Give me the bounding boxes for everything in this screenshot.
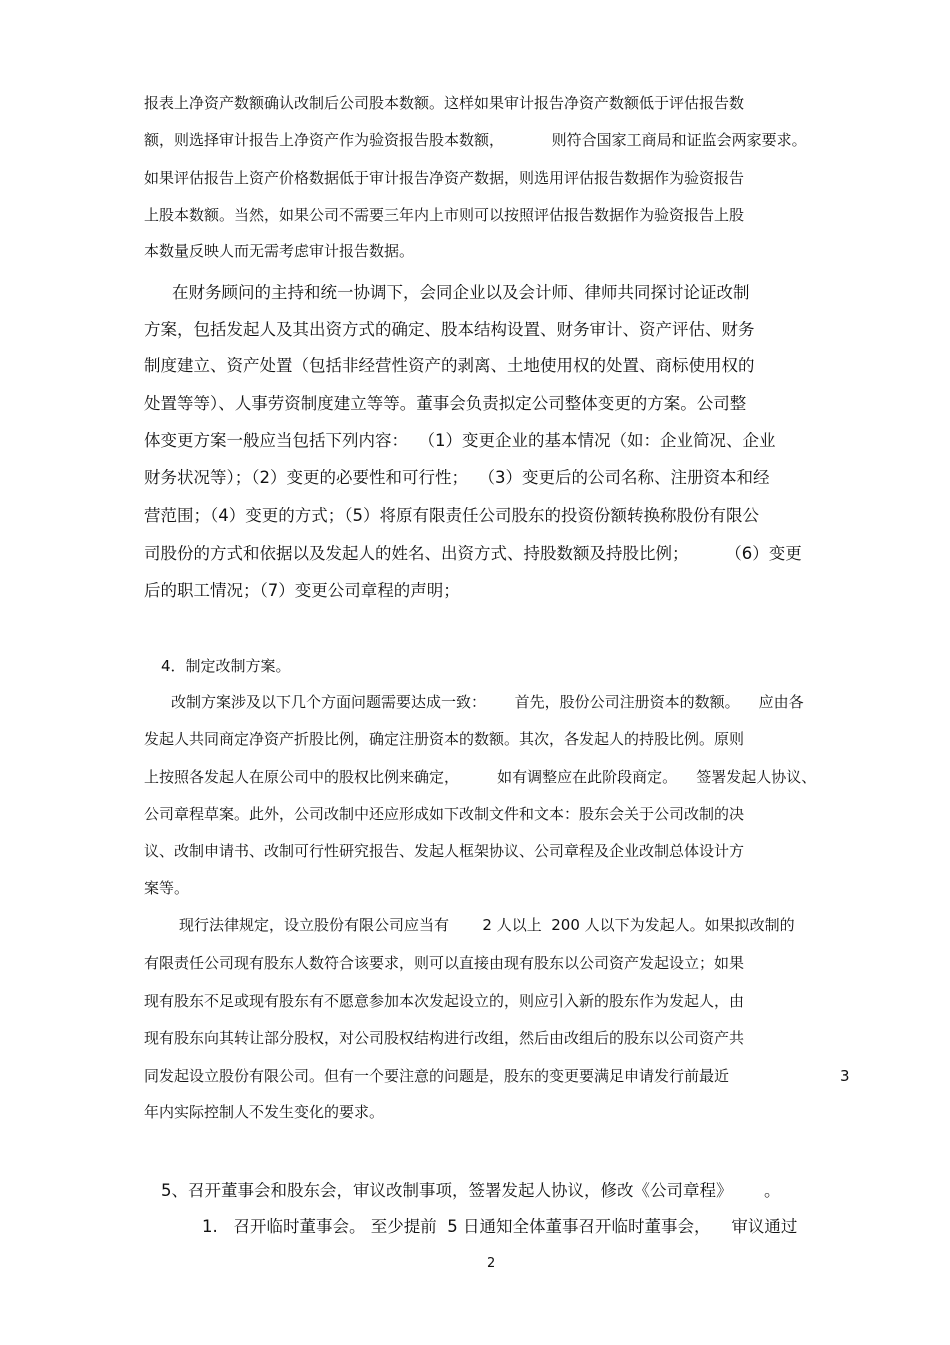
body-text-line: 报表上净资产数额确认改制后公司股本数额。这样如果审计报告净资产数额低于评估报告数 [144,94,745,112]
body-text-line: 处置等等）、人事劳资制度建立等等。董事会负责拟定公司整体变更的方案。公司整 [144,394,747,413]
body-text-line: 现有股东向其转让部分股权，对公司股权结构进行改组，然后由改组后的股东以公司资产共 [144,1029,745,1047]
body-text-line: 案等。 [144,879,190,897]
body-text-line: 现有股东不足或现有股东有不愿意参加本次发起设立的，则应引入新的股东作为发起人，由 [144,992,745,1010]
body-text-line: 方案，包括发起人及其出资方式的确定、股本结构设置、财务审计、资产评估、财务 [144,320,755,339]
body-text-line: 有限责任公司现有股东人数符合该要求，则可以直接由现有股东以公司资产发起设立；如果 [144,954,745,972]
body-text-line: 后的职工情况；（7）变更公司章程的声明； [144,581,460,600]
section-heading-4: 4．制定改制方案。 [161,657,291,675]
body-text-line: 财务状况等）；（2）变更的必要性和可行性； （3）变更后的公司名称、注册资本和经 [144,468,770,487]
body-text-line: 体变更方案一般应当包括下列内容： （1）变更企业的基本情况（如：企业简况、企业 [144,431,776,450]
body-text-line: 公司章程草案。此外，公司改制中还应形成如下改制文件和文本：股东会关于公司改制的决 [144,805,745,823]
body-text-line: 在财务顾问的主持和统一协调下，会同企业以及会计师、律师共同探讨论证改制 [172,283,750,302]
list-item-1: 1. 召开临时董事会。 至少提前 5 日通知全体董事召开临时董事会， 审议通过 [202,1217,798,1236]
body-text-line: 上按照各发起人在原公司中的股权比例来确定， 如有调整应在此阶段商定。 签署发起人协议、 [144,768,817,786]
body-text-line: 额，则选择审计报告上净资产作为验资报告股本数额， 则符合国家工商局和证监会两家要求。 [144,131,807,149]
body-text-line: 上股本数额。当然，如果公司不需要三年内上市则可以按照评估报告数据作为验资报告上股 [144,206,745,224]
body-text-line: 改制方案涉及以下几个方面问题需要达成一致： 首先，股份公司注册资本的数额。 应由各 [171,693,804,711]
body-text-line: 如果评估报告上资产价格数据低于审计报告净资产数据，则选用评估报告数据作为验资报告 [144,169,745,187]
body-text-line: 现行法律规定，设立股份有限公司应当有 2 人以上 200 人以下为发起人。如果拟改制的 [179,916,795,934]
body-text-line: 司股份的方式和依据以及发起人的姓名、出资方式、持股数额及持股比例； （6）变更 [144,544,802,563]
body-text-line: 营范围；（4）变更的方式；（5）将原有限责任公司股东的投资份额转换称股份有限公 [144,506,759,525]
body-text-line: 年内实际控制人不发生变化的要求。 [144,1103,385,1121]
page-number: 2 [487,1256,496,1271]
body-text-line: 议、改制申请书、改制可行性研究报告、发起人框架协议、公司章程及企业改制总体设计方 [144,842,745,860]
body-text-line: 发起人共同商定净资产折股比例，确定注册资本的数额。其次，各发起人的持股比例。原则 [144,730,745,748]
body-text-line: 同发起设立股份有限公司。但有一个要注意的问题是，股东的变更要满足申请发行前最近 [144,1067,730,1085]
body-text-line: 本数量反映人而无需考虑审计报告数据。 [144,242,415,260]
line-end-number: 3 [840,1067,850,1085]
body-text-line: 制度建立、资产处置（包括非经营性资产的剥离、土地使用权的处置、商标使用权的 [144,356,755,375]
section-heading-5: 5、召开董事会和股东会，审议改制事项，签署发起人协议，修改《公司章程》 。 [161,1181,781,1200]
